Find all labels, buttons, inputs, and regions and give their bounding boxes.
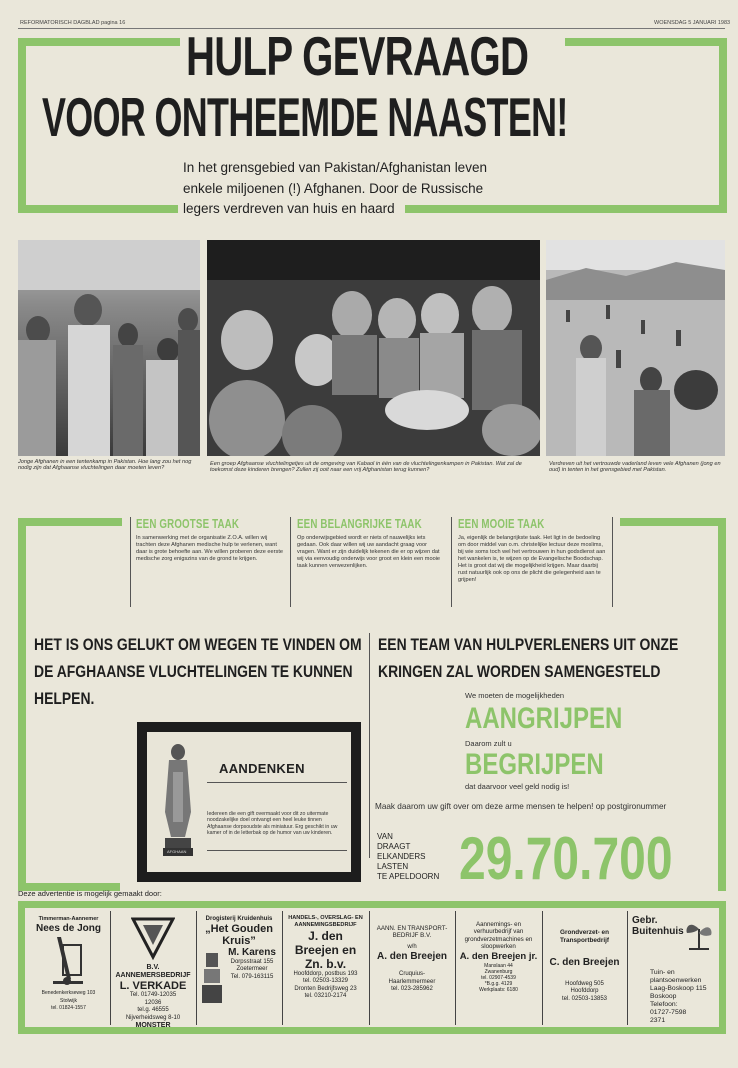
sponsor-owner: M. Karens [228, 947, 276, 958]
column-mooie-taak [458, 517, 608, 584]
appeal-gift: Maak daarom uw gift over om deze arme mensen te helpen! op postgironummer [375, 802, 667, 811]
column-separator-2 [290, 517, 291, 607]
statuette-icon [161, 742, 195, 860]
sponsor-frame-top [18, 901, 726, 908]
sponsor-verkade [110, 911, 197, 1030]
intro-line-2: enkele miljoenen (!) Afghanen. Door de Russische [183, 180, 484, 196]
sponsor-address: Hoofddorp, postbus 193 [293, 971, 358, 977]
right-statement-line-2: KRINGEN ZAL WORDEN SAMENGESTELD [378, 662, 661, 681]
sponsor-extra: Werkplaats: 6180 [479, 986, 518, 993]
verkade-logo-icon [131, 915, 175, 961]
photo-caption-3: Verdreven uit het vertrouwde vaderland leven vele Afghanen (jong en oud) in tenten in het grensgebied met Pakistan. [549, 461, 721, 474]
sponsor-phone: Tel. 079-163115 [230, 973, 274, 980]
payee-line-4: LASTEN [377, 862, 409, 871]
sponsor-c-den-breejen [542, 911, 628, 1025]
sponsor-title: B.V. AANNEMERSBEDRIJF [115, 964, 191, 980]
sponsor-title: AANN. EN TRANSPORT- BEDRIJF B.V. [376, 925, 448, 940]
payee-block [377, 832, 439, 882]
sponsor-phone: tel. 02503-13329 [302, 978, 349, 985]
intro-line-1: In het grensgebied van Pakistan/Afghanistan leven [183, 160, 487, 175]
photo-tent-area-image [546, 240, 725, 456]
green-frame-bottom-left [18, 205, 178, 213]
sponsor-address-2: Dronten Bedrijfsweg 23 [294, 985, 357, 992]
intro-line-3: legers verdreven van huis en haard [183, 201, 395, 216]
green-frame-lower-top-right [620, 518, 726, 526]
intro-text [183, 158, 583, 220]
photo-tent-area [546, 240, 725, 456]
sponsor-name: Buitenhuis [632, 926, 684, 937]
sponsor-town: Hoofddorp [570, 988, 599, 995]
payee-line-5: TE APELDOORN [377, 872, 440, 881]
sponsor-phone: tel. 023-285962 [391, 986, 433, 993]
appeal-needed: dat daarvoor veel geld nodig is! [465, 782, 570, 791]
sponsor-title: Timmerman-Aannemer [38, 916, 99, 922]
sponsor-intro: Deze advertentie is mogelijk gemaakt door: [18, 889, 162, 898]
photo-refugees-camp [18, 240, 200, 456]
left-statement-line-2: DE AFGHAANSE VLUCHTELINGEN TE KUNNEN [34, 662, 353, 681]
giro-number: 29.70.700 [459, 825, 673, 892]
sponsor-name: „Het Gouden Kruis” [205, 923, 273, 947]
sponsor-address: Hoofdweg 505 [565, 981, 604, 987]
keepsake-box [137, 722, 361, 882]
column-separator-1 [130, 517, 131, 607]
right-statement-line-1: EEN TEAM VAN HULPVERLENERS UIT ONZE [378, 635, 679, 654]
green-frame-lower-top-left [18, 518, 122, 526]
sponsor-extra: 12036 [144, 999, 162, 1006]
sponsor-address: Nijverheidsweg 8-10 [125, 1014, 181, 1021]
sponsor-phone: tel. 02503-13853 [561, 995, 608, 1002]
sponsor-frame-right [719, 901, 726, 1034]
sponsor-town: MONSTER [135, 1022, 171, 1030]
statuette-label: AFGHAAN [167, 849, 187, 854]
column-separator-3 [451, 517, 452, 607]
sponsor-phone: Tel. 01749-12035 [129, 992, 177, 999]
pharmacy-jars-icon [200, 949, 226, 1005]
keepsake-text: Iedereen die een gift overmaakt voor dit zo uitermate noodzakelijke doel ontvangt een heel leuke tinnen Afghaanse dorpsoudste als miniatuur. Erg geschikt in uw kamer of in de letterbak op de humor van uw kinderen. [207, 811, 338, 837]
sponsor-phone-2: *B.g.g. 4129 [484, 980, 513, 987]
sponsor-town: Zwanenburg [484, 968, 513, 975]
sponsor-title: Grondverzet- en Transportbedrijf [559, 929, 609, 944]
sponsor-title: Aannemings- en verhuurbedrijf van grondverzetmachines en sloopwerken [464, 921, 533, 951]
column-text: In samenwerking met de organisatie Z.O.A. willen wij trachten deze Afghanen medische hulp te verlenen, want daar is grote behoefte aan. We willen proberen deze eerste medische zorg enigszins van de grond te krijgen. [136, 535, 283, 562]
sponsor-phone: tel. 01824-1557 [51, 1005, 86, 1012]
column-text: Op onderwijsgebied wordt er niets of nauwelijks iets gedaan. Ook daar willen wij uw aandacht graag voor vragen. Want er zijn duidelijk tekenen die er op wijzen dat wij via eenvoudig onderwijs voor groot en klein een mooie taak kunnen verwezenlijken. [297, 535, 441, 569]
appeal-seize: AANGRIJPEN [465, 702, 623, 735]
appeal-therefore: Daarom zult u [465, 739, 512, 748]
photo-refugees-camp-image [18, 240, 200, 456]
left-statement [34, 631, 434, 712]
column-heading: EEN BELANGRIJKE TAAK [297, 517, 422, 531]
keepsake-inner [147, 732, 351, 872]
photo-caption-2: Een groep Afghaanse vluchtelingetjes uit de omgeving van Kabaol in één van de vluchtelingenkampen in Pakistan. Wat zal de toekomst deze kinderen brengen? Zullen zij ooit naar een vrij Afghanistan terug kunnen? [210, 461, 522, 474]
sponsor-buitenhuis [627, 911, 719, 1025]
column-heading: EEN MOOIE TAAK [458, 517, 545, 531]
sponsor-a-den-breejen [369, 911, 456, 1025]
keepsake-title: AANDENKEN [219, 761, 305, 776]
appeal-possibilities: We moeten de mogelijkheden [465, 691, 565, 700]
sponsor-name: J. den Breejen en Zn. b.v. [294, 929, 357, 971]
sponsor-phone-2: tel. 03210-2174 [304, 993, 347, 1000]
green-frame-top-right [565, 38, 727, 46]
sponsor-name: A. den Breejen jr. [459, 950, 538, 962]
headline-line-1: HULP GEVRAAGD [186, 25, 529, 87]
sponsor-address: Benedenkerkseweg 103 [41, 990, 96, 997]
photo-refugee-children-image [207, 240, 540, 456]
green-frame-lower-left [18, 518, 26, 891]
running-head-right: WOENSDAG 5 JANUARI 1983 [654, 20, 731, 26]
sponsor-town: Boskoop [650, 993, 677, 1000]
appeal-understand: BEGRIJPEN [465, 748, 604, 781]
sponsor-title: Gebr. [632, 915, 658, 926]
sponsor-gouden-kruis [196, 911, 283, 1025]
handtruck-icon [49, 935, 89, 987]
sponsor-town-2: Haarlemmermeer [388, 978, 436, 985]
sponsor-phone: 01727-7598 [650, 1009, 687, 1016]
green-frame-right [719, 38, 727, 213]
sponsor-town: Zoetermeer [236, 966, 268, 973]
right-statement [378, 631, 738, 685]
sponsor-address: Dorpsstraat 155 [230, 959, 274, 965]
sponsor-phone: tel. 02907-4539 [481, 974, 516, 981]
sponsor-phone-label: Telefoon: [650, 1001, 678, 1008]
sponsor-address: Laag-Boskoop 115 [650, 985, 707, 992]
keepsake-rule-bottom [207, 850, 347, 851]
column-grootse-taak [136, 517, 286, 563]
column-belangrijke-taak [297, 517, 447, 570]
sponsor-frame-left [18, 901, 25, 1034]
sponsor-town: Stolwijk [60, 997, 77, 1004]
keepsake-rule-top [207, 782, 347, 783]
sponsor-a-den-breejen-jr [455, 911, 543, 1025]
column-heading: EEN GROOTSE TAAK [136, 517, 240, 531]
left-statement-line-1: HET IS ONS GELUKT OM WEGEN TE VINDEN OM [34, 635, 362, 654]
photo-caption-1: Jonge Afghanen in een tentenkamp in Pakistan. Hoe lang zou het nog nodig zijn dat Afghaanse vluchtelingen daar moeten leven? [18, 459, 192, 472]
column-separator-4 [612, 517, 613, 607]
left-statement-line-3: HELPEN. [34, 689, 95, 708]
payee-line-3: ELKANDERS [377, 852, 426, 861]
green-frame-lower-right [718, 518, 726, 891]
payee-line-2: DRAAGT [377, 842, 411, 851]
plant-icon [683, 915, 715, 951]
sponsor-name: C. den Breejen [549, 957, 620, 968]
sponsor-wh: w/h [407, 943, 417, 950]
sponsor-nees-de-jong [27, 911, 111, 1025]
green-frame-left [18, 38, 26, 213]
sponsor-phone-2: tel.g. 46555 [137, 1007, 169, 1014]
payee-line-1: VAN [377, 832, 393, 841]
sponsor-town: Cruquius- [398, 971, 425, 978]
headline-line-2: VOOR ONTHEEMDE NAASTEN! [42, 86, 568, 148]
green-frame-top-left [18, 38, 180, 46]
center-divider [369, 633, 370, 858]
sponsor-name: Nees de Jong [35, 923, 102, 934]
photo-refugee-children [207, 240, 540, 456]
sponsor-j-den-breejen [282, 911, 370, 1025]
sponsor-title: HANDELS-, OVERSLAG- EN AANNEMINGSBEDRIJF [288, 915, 363, 928]
sponsor-name: L. VERKADE [119, 980, 187, 993]
sponsor-name: A. den Breejen [376, 951, 448, 963]
sponsor-sub: Tuin- en plantsoenwerken [650, 969, 702, 984]
sponsor-title: Drogisterij Kruidenhuis [205, 916, 273, 922]
sponsor-extra: 2371 [650, 1017, 666, 1024]
sponsor-address: Manslaan 44 [484, 962, 513, 969]
column-text: Ja, eigenlijk de belangrijkste taak. Het ligt in de bedoeling om door middel van o.m. christelijke lectuur deze moslims, bij wie soms toch wel het vertrouwen in hun godsdienst aan het wankelen is, te wijzen op de Evangelische Boodschap. Het is groot dat wij die mogelijkheid krijgen. Maar daarbij rust natuurlijk ook op ons de plicht die gelegenheid aan te grijpen! [458, 535, 606, 583]
running-head-left: REFORMATORISCH DAGBLAD pagina 16 [20, 20, 126, 26]
